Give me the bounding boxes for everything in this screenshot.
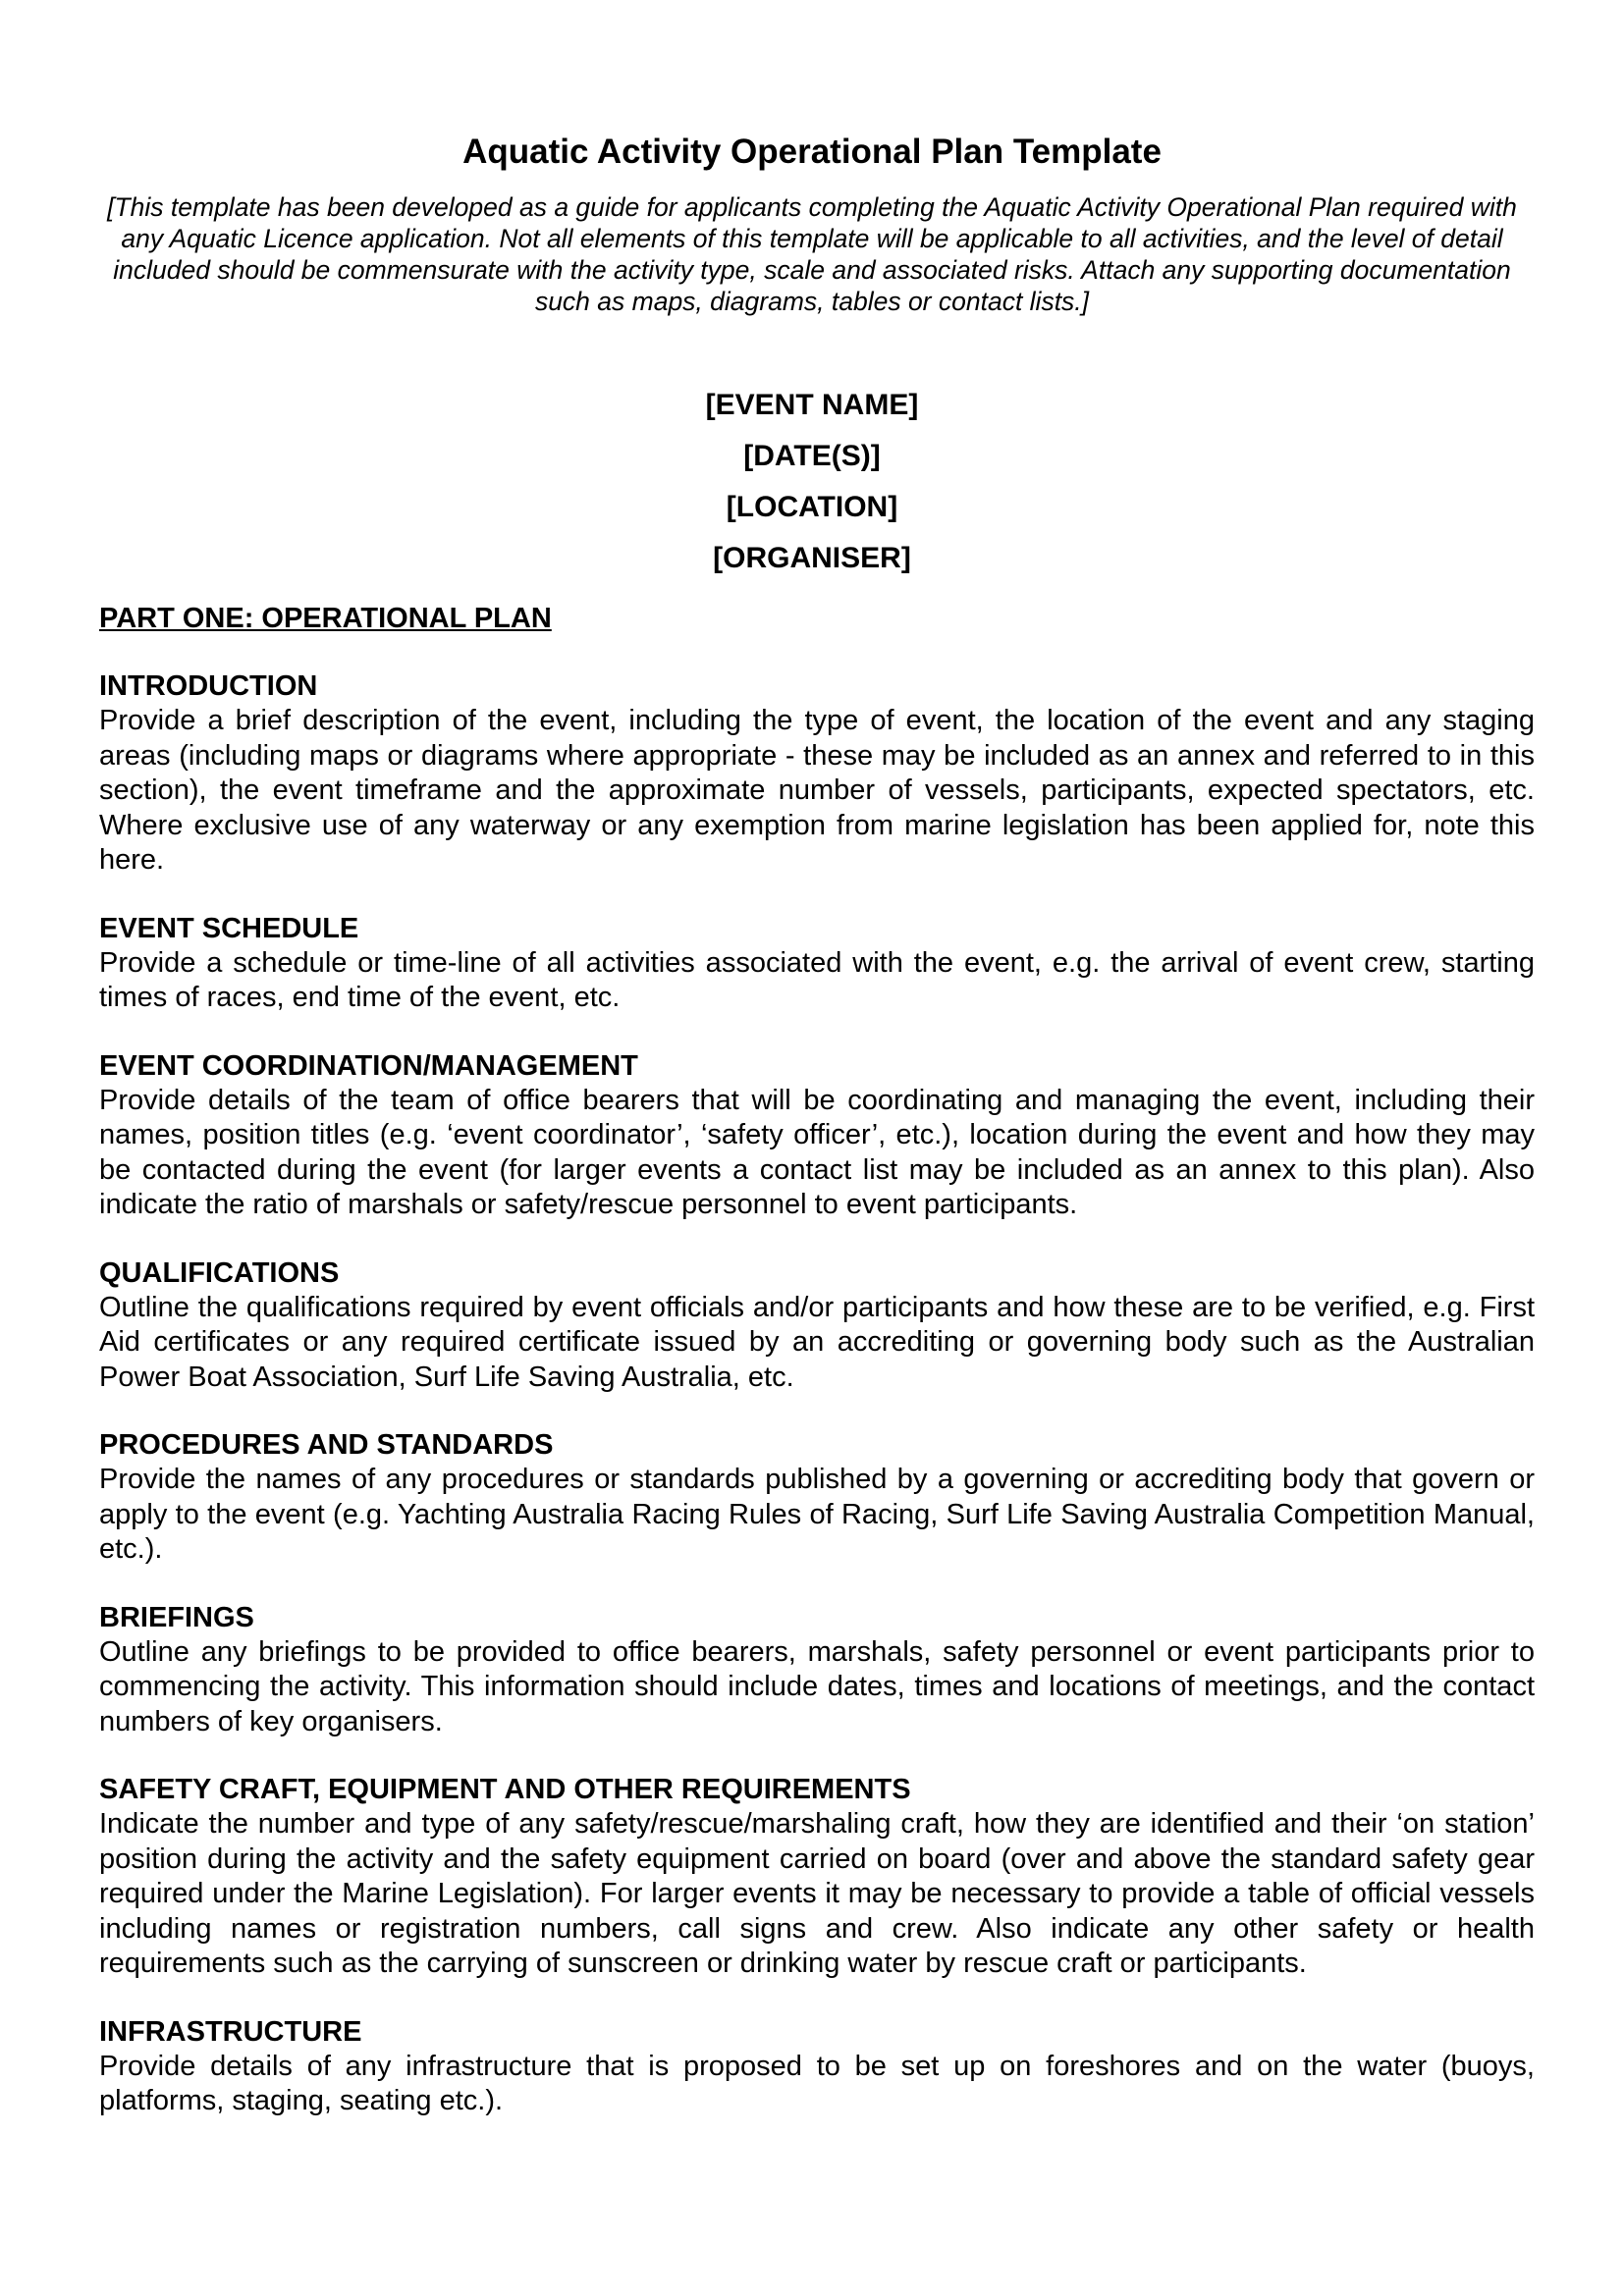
section-heading: SAFETY CRAFT, EQUIPMENT AND OTHER REQUIREMENTS [99, 1774, 911, 1805]
section-body: Provide a schedule or time-line of all activities associated with the event, e.g. the arrival of event crew, starting times of races, end time of the event, etc. [99, 946, 1535, 1013]
section-event-schedule [99, 912, 1535, 1016]
event-placeholder-block [0, 380, 1624, 584]
document-title: Aquatic Activity Operational Plan Template [462, 133, 1162, 171]
section-body: Provide details of the team of office bearers that will be coordinating and managing the event, including their names, position titles (e.g. ‘event coordinator’, ‘safety officer’, etc.), location during the event and how they may be contacted during the event (for larger events a contact list may be included as an annex to this plan). Also indicate the ratio of marshals or safety/rescue personnel to event participants. [99, 1084, 1535, 1220]
section-introduction [99, 669, 1535, 879]
section-body: Provide a brief description of the event, including the type of event, the location of the event and any staging areas (including maps or diagrams where appropriate - these may be included as an annex and referred to in this section), the event timeframe and the approximate number of vessels, participants, expected spectators, etc. Where exclusive use of any waterway or any exemption from marine legislation has been applied for, note this here. [99, 705, 1535, 876]
event-location-placeholder: [LOCATION] [726, 491, 898, 523]
section-body: Outline the qualifications required by event officials and/or participants and how these are to be verified, e.g. First Aid certificates or any required certificate issued by an accrediting or governing body such as the Australian Power Boat Association, Surf Life Saving Australia, etc. [99, 1291, 1535, 1393]
section-heading: QUALIFICATIONS [99, 1256, 340, 1289]
section-qualifications [99, 1256, 1535, 1396]
template-guidance-note: [This template has been developed as a guide for applicants completing the Aquatic Activity Operational Plan required with any Aquatic Licence application. Not all elements of this template will be applicable to all activities, and the level of detail included should be commensurate with the activity type, scale and associated risks. Attach any supporting documentation such as maps, diagrams, tables or contact lists.] [107, 192, 1517, 316]
section-heading: EVENT SCHEDULE [99, 912, 359, 944]
section-briefings [99, 1601, 1535, 1740]
section-heading: BRIEFINGS [99, 1601, 254, 1633]
section-event-coordination [99, 1049, 1535, 1223]
section-safety-craft [99, 1773, 1535, 1982]
document-body [99, 601, 1535, 2153]
section-body: Provide details of any infrastructure that is proposed to be set up on foreshores and on the water (buoys, platforms, staging, seating etc.). [99, 2050, 1535, 2116]
section-heading: INTRODUCTION [99, 670, 318, 702]
section-heading: PROCEDURES AND STANDARDS [99, 1429, 554, 1461]
section-body: Outline any briefings to be provided to office bearers, marshals, safety personnel or event participants prior to commencing the activity. This information should include dates, times and locations of meetings, and the contact numbers of key organisers. [99, 1635, 1535, 1737]
event-dates-placeholder: [DATE(S)] [743, 440, 881, 472]
event-organiser-placeholder: [ORGANISER] [713, 542, 911, 574]
part-one-heading: PART ONE: OPERATIONAL PLAN [99, 603, 552, 634]
event-name-placeholder: [EVENT NAME] [705, 389, 919, 421]
section-body: Provide the names of any procedures or standards published by a governing or accrediting body that govern or apply to the event (e.g. Yachting Australia Racing Rules of Racing, Surf Life Saving Australia Competition Manual, etc.). [99, 1464, 1535, 1565]
section-heading: INFRASTRUCTURE [99, 2015, 362, 2048]
section-heading: EVENT COORDINATION/MANAGEMENT [99, 1049, 638, 1082]
section-body: Indicate the number and type of any safety/rescue/marshaling craft, how they are identified and their ‘on station’ position during the activity and the safety equipment carried on board (over and above the standard safety gear required under the Marine Legislation). For larger events it may be necessary to provide a table of official vessels including names or registration numbers, call signs and crew. Also indicate any other safety or health requirements such as the carrying of sunscreen or drinking water by rescue craft or participants. [99, 1808, 1535, 1979]
section-procedures-standards [99, 1428, 1535, 1568]
section-infrastructure [99, 2015, 1535, 2119]
